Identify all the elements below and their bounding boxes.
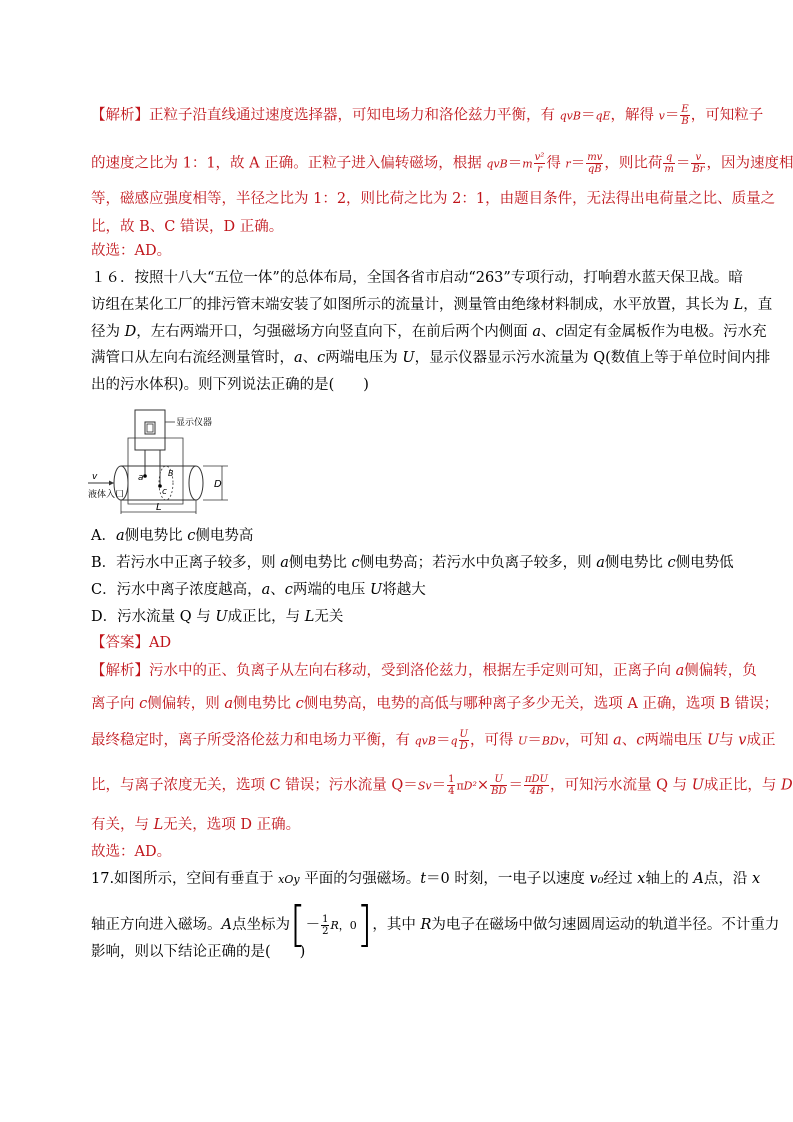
pipe-right-end xyxy=(189,466,203,500)
instrument-board xyxy=(135,410,165,450)
q16-choice: 故选：AD。 xyxy=(91,844,172,860)
fraction: $\frac{\text{πDU}}{4B}$ xyxy=(524,774,548,797)
field-region xyxy=(128,438,183,504)
display-label: 显示仪器 xyxy=(176,418,213,428)
fraction: $\frac{v}{Br}$ xyxy=(692,152,705,175)
q16-option-d: D．污水流量 Q 与 U成正比，与 L无关 xyxy=(91,609,344,625)
svg-text:c: c xyxy=(162,487,167,497)
p15-line-3: 等，磁感应强度相等，半径之比为 1：2，则比荷之比为 2：1，由题目条件，无法得出电荷量之比、质量之 xyxy=(91,191,776,207)
q16-line-1: １６．按照十八大“五位一体”的总体布局，全国各省市启动“263”专项行动，打响碧水蓝天保卫战。暗 xyxy=(91,270,743,286)
q16-solution-4: 比，与离子浓度无关，选项 C 错误；污水流量 Q＝Sv＝ $\frac{1}{4}$ πD²× $\frac{U}{BD}$ ＝ $\frac{\text{πDU}}{4B}$ ，可知污水流量 Q 与 U成正比，与 D xyxy=(91,774,793,797)
svg-text:D: D xyxy=(214,479,222,490)
q16-solution-1: 【解析】污水中的正、负离子从左向右移动，受到洛伦兹力，根据左手定则可知，正离子向 a侧偏转，负 xyxy=(91,663,757,679)
q16-solution-5: 有关，与 L无关，选项 D 正确。 xyxy=(91,817,301,833)
q16-line-5: 出的污水体积)。则下列说法正确的是( ) xyxy=(91,377,369,393)
fraction: $\frac{1}{2}$ xyxy=(322,913,329,937)
analysis-label: 【解析】 xyxy=(91,107,149,124)
svg-text:v: v xyxy=(92,472,98,482)
fraction: $\frac{\text{v²}}{r}$ xyxy=(534,152,545,175)
q16-option-b: B．若污水中正离子较多，则 a侧电势比 c侧电势高；若污水中负离子较多，则 a侧电势比 c侧电势低 xyxy=(91,555,734,571)
p15-line-2: 的速度之比为 1：1，故 A 正确。正粒子进入偏转磁场，根据 qvB＝m $\frac{\text{v²}}{r}$ 得 r＝ $\frac{mv}{qB}$ ，则比荷 $\frac{q}{m}$ ＝ $\frac{v}{Br}$ ，因为速度相 xyxy=(91,152,793,175)
p15-choice: 故选：AD。 xyxy=(91,243,172,259)
q16-solution-2: 离子向 c侧偏转，则 a侧电势比 c侧电势高，电势的高低与哪种离子多少无关，选项 A 正确，选项 B 错误； xyxy=(91,696,779,712)
fraction: $\frac{1}{4}$ xyxy=(448,774,455,797)
q17-line-3: 影响，则以下结论正确的是( ) xyxy=(91,944,306,960)
svg-text:L: L xyxy=(156,502,162,513)
inlet-label: 液体入口 xyxy=(88,490,125,500)
fraction: $\frac{E}{B}$ xyxy=(681,104,689,127)
q17-line-1: 17.如图所示，空间有垂直于 xOy 平面的匀强磁场。t＝0 时刻，一电子以速度 v₀经过 x轴上的 A点，沿 x xyxy=(91,871,761,887)
q17-line-2: 轴正方向进入磁场。A点坐标为[－ $\frac{1}{2}$ R，0]，其中 R为电子在磁场中做匀速圆周运动的轨道半径。不计重力 xyxy=(91,897,780,953)
q16-answer: 【答案】AD xyxy=(91,635,172,651)
fraction: $\frac{U}{BD}$ xyxy=(491,774,507,797)
q16-line-2: 访组在某化工厂的排污管末端安装了如图所示的流量计，测量管由绝缘材料制成，水平放置，其长为 L，直 xyxy=(91,297,773,313)
q16-option-a: A．a侧电势比 c侧电势高 xyxy=(91,528,254,544)
q16-option-c: C．污水中离子浓度越高，a、c两端的电压 U将越大 xyxy=(91,582,426,598)
electrode-a xyxy=(143,474,147,478)
fraction: $\frac{mv}{qB}$ xyxy=(587,152,603,175)
q16-line-3: 径为 D，左右两端开口，匀强磁场方向竖直向下，在前后两个内侧面 a、c固定有金属板作为电极。污水充 xyxy=(91,324,767,340)
fraction: $\frac{U}{D}$ xyxy=(459,729,468,752)
p15-line-1: 【解析】正粒子沿直线通过速度选择器，可知电场力和洛伦兹力平衡，有 qvB＝qE，解得 v＝ $\frac{E}{B}$ ，可知粒子 xyxy=(91,104,764,127)
q16-line-4: 满管口从左向右流经测量管时，a、c两端电压为 U，显示仪器显示污水流量为 Q(数值上等于单位时间内排 xyxy=(91,350,771,366)
fraction: $\frac{q}{m}$ xyxy=(664,152,674,175)
svg-text:a: a xyxy=(138,473,144,483)
p15-line-4: 比，故 B、C 错误，D 正确。 xyxy=(91,219,284,235)
svg-text:B: B xyxy=(168,469,174,478)
flowmeter-diagram xyxy=(88,408,238,520)
q16-solution-3: 最终稳定时，离子所受洛伦兹力和电场力平衡，有 qvB＝q $\frac{U}{D}$ ，可得 U＝BDv，可知 a、c两端电压 U与 v成正 xyxy=(91,729,776,752)
